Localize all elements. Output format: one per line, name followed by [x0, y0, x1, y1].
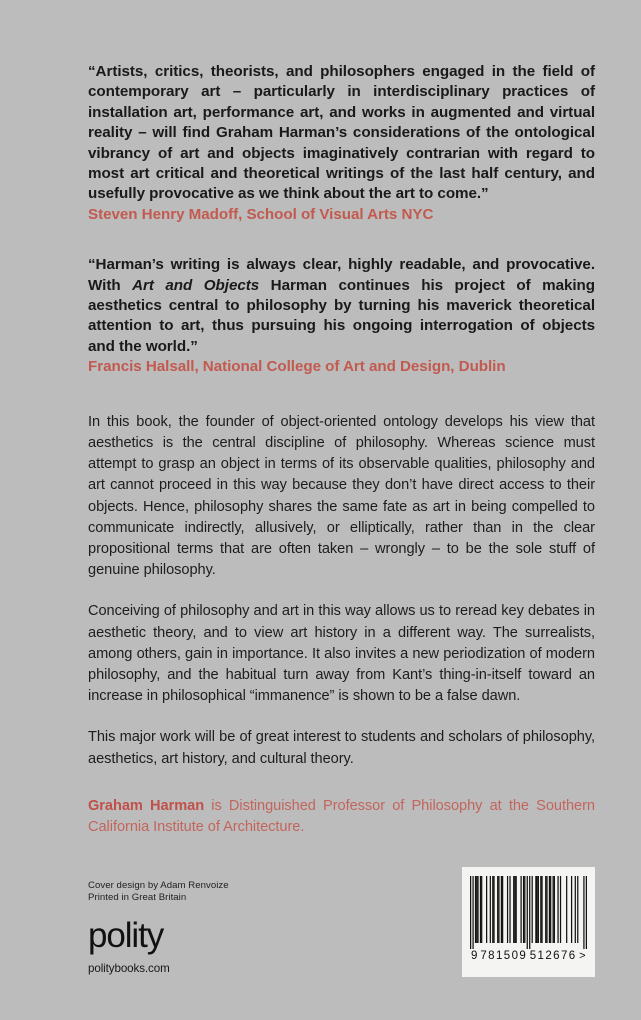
author-name: Graham Harman — [88, 797, 205, 814]
cover-design-credit: Cover design by Adam Renvoize — [88, 880, 229, 891]
publisher-website: politybooks.com — [88, 961, 170, 975]
publisher-footer — [88, 880, 388, 975]
barcode-bars-graphic — [470, 876, 587, 949]
description-paragraph-3: This major work will be of great interest to students and scholars of philosophy, aesthetics, art history, and cultural theory. — [88, 729, 595, 767]
book-description — [88, 412, 595, 770]
cover-content — [88, 62, 595, 853]
endorsement-quote-1 — [88, 62, 595, 205]
endorsement-quote-2 — [88, 255, 595, 357]
endorsement-attribution-1: Steven Henry Madoff, School of Visual Arts NYC — [88, 205, 434, 223]
polity-logo: polity — [88, 915, 164, 955]
endorsement-quote-2-part-1: “Harman’s writing is always clear, highly readable, and provocative. With — [88, 256, 595, 294]
isbn-barcode — [462, 867, 595, 977]
barcode-digit-prefix: 9 — [471, 950, 478, 962]
barcode-digits-right: 512676 — [529, 950, 577, 962]
endorsement-quote-1-part-1: “Artists, critics, theorists, and philosophers engaged in the field of contemporary art – particularly in interdisciplinary practices of installation art, performance art, and works in augmented and virtual reality – will find Graham Harman’s considerations of the ontological vibrancy of art and objects imaginatively contrarian with regard to most art critical and theoretical writings of the last half century, and usefully provocative as we think about the art to come.” — [88, 63, 595, 203]
author-bio-text: is Distinguished Professor of Philosophy at the Southern California Institute of Architecture. — [88, 797, 595, 835]
barcode-digits-left: 781509 — [480, 950, 528, 962]
endorsement-block-2 — [88, 255, 595, 377]
description-paragraph-2: Conceiving of philosophy and art in this way allows us to reread key debates in aesthetic theory, and to view art history in a different way. The surrealists, among others, gain in importance. It also invites a new periodization of modern philosophy, and the habitual turn away from Kant’s thing-in-itself toward an increase in philosophical “immanence” is shown to be a false dawn. — [88, 603, 595, 705]
printed-in-credit: Printed in Great Britain — [88, 892, 187, 904]
endorsement-quote-2-title: Art and Objects — [132, 276, 260, 294]
author-bio — [88, 796, 595, 838]
endorsement-quote-2-part-2: Harman continues his project of making aesthetics central to philosophy by turning his maverick theoretical attention to art, thus pursuing his ongoing interrogation of objects and the world.” — [88, 276, 595, 355]
endorsement-block-1 — [88, 62, 595, 225]
description-paragraph-1: In this book, the founder of object-oriented ontology develops his view that aesthetics is the central discipline of philosophy. Whereas science must attempt to grasp an object in terms of its observable qualities, philosophy and art cannot proceed in this way because they don’t have direct access to their objects. Hence, philosophy shares the same fate as art in being compelled to communicate indirectly, allusively, or elliptically, rather than in the clear propositional terms that are often taken – wrongly – to be the sole stuff of genuine philosophy. — [88, 413, 595, 579]
barcode-caret: > — [579, 950, 586, 962]
endorsement-attribution-2: Francis Halsall, National College of Art and Design, Dublin — [88, 358, 506, 376]
barcode-digits — [470, 950, 587, 962]
